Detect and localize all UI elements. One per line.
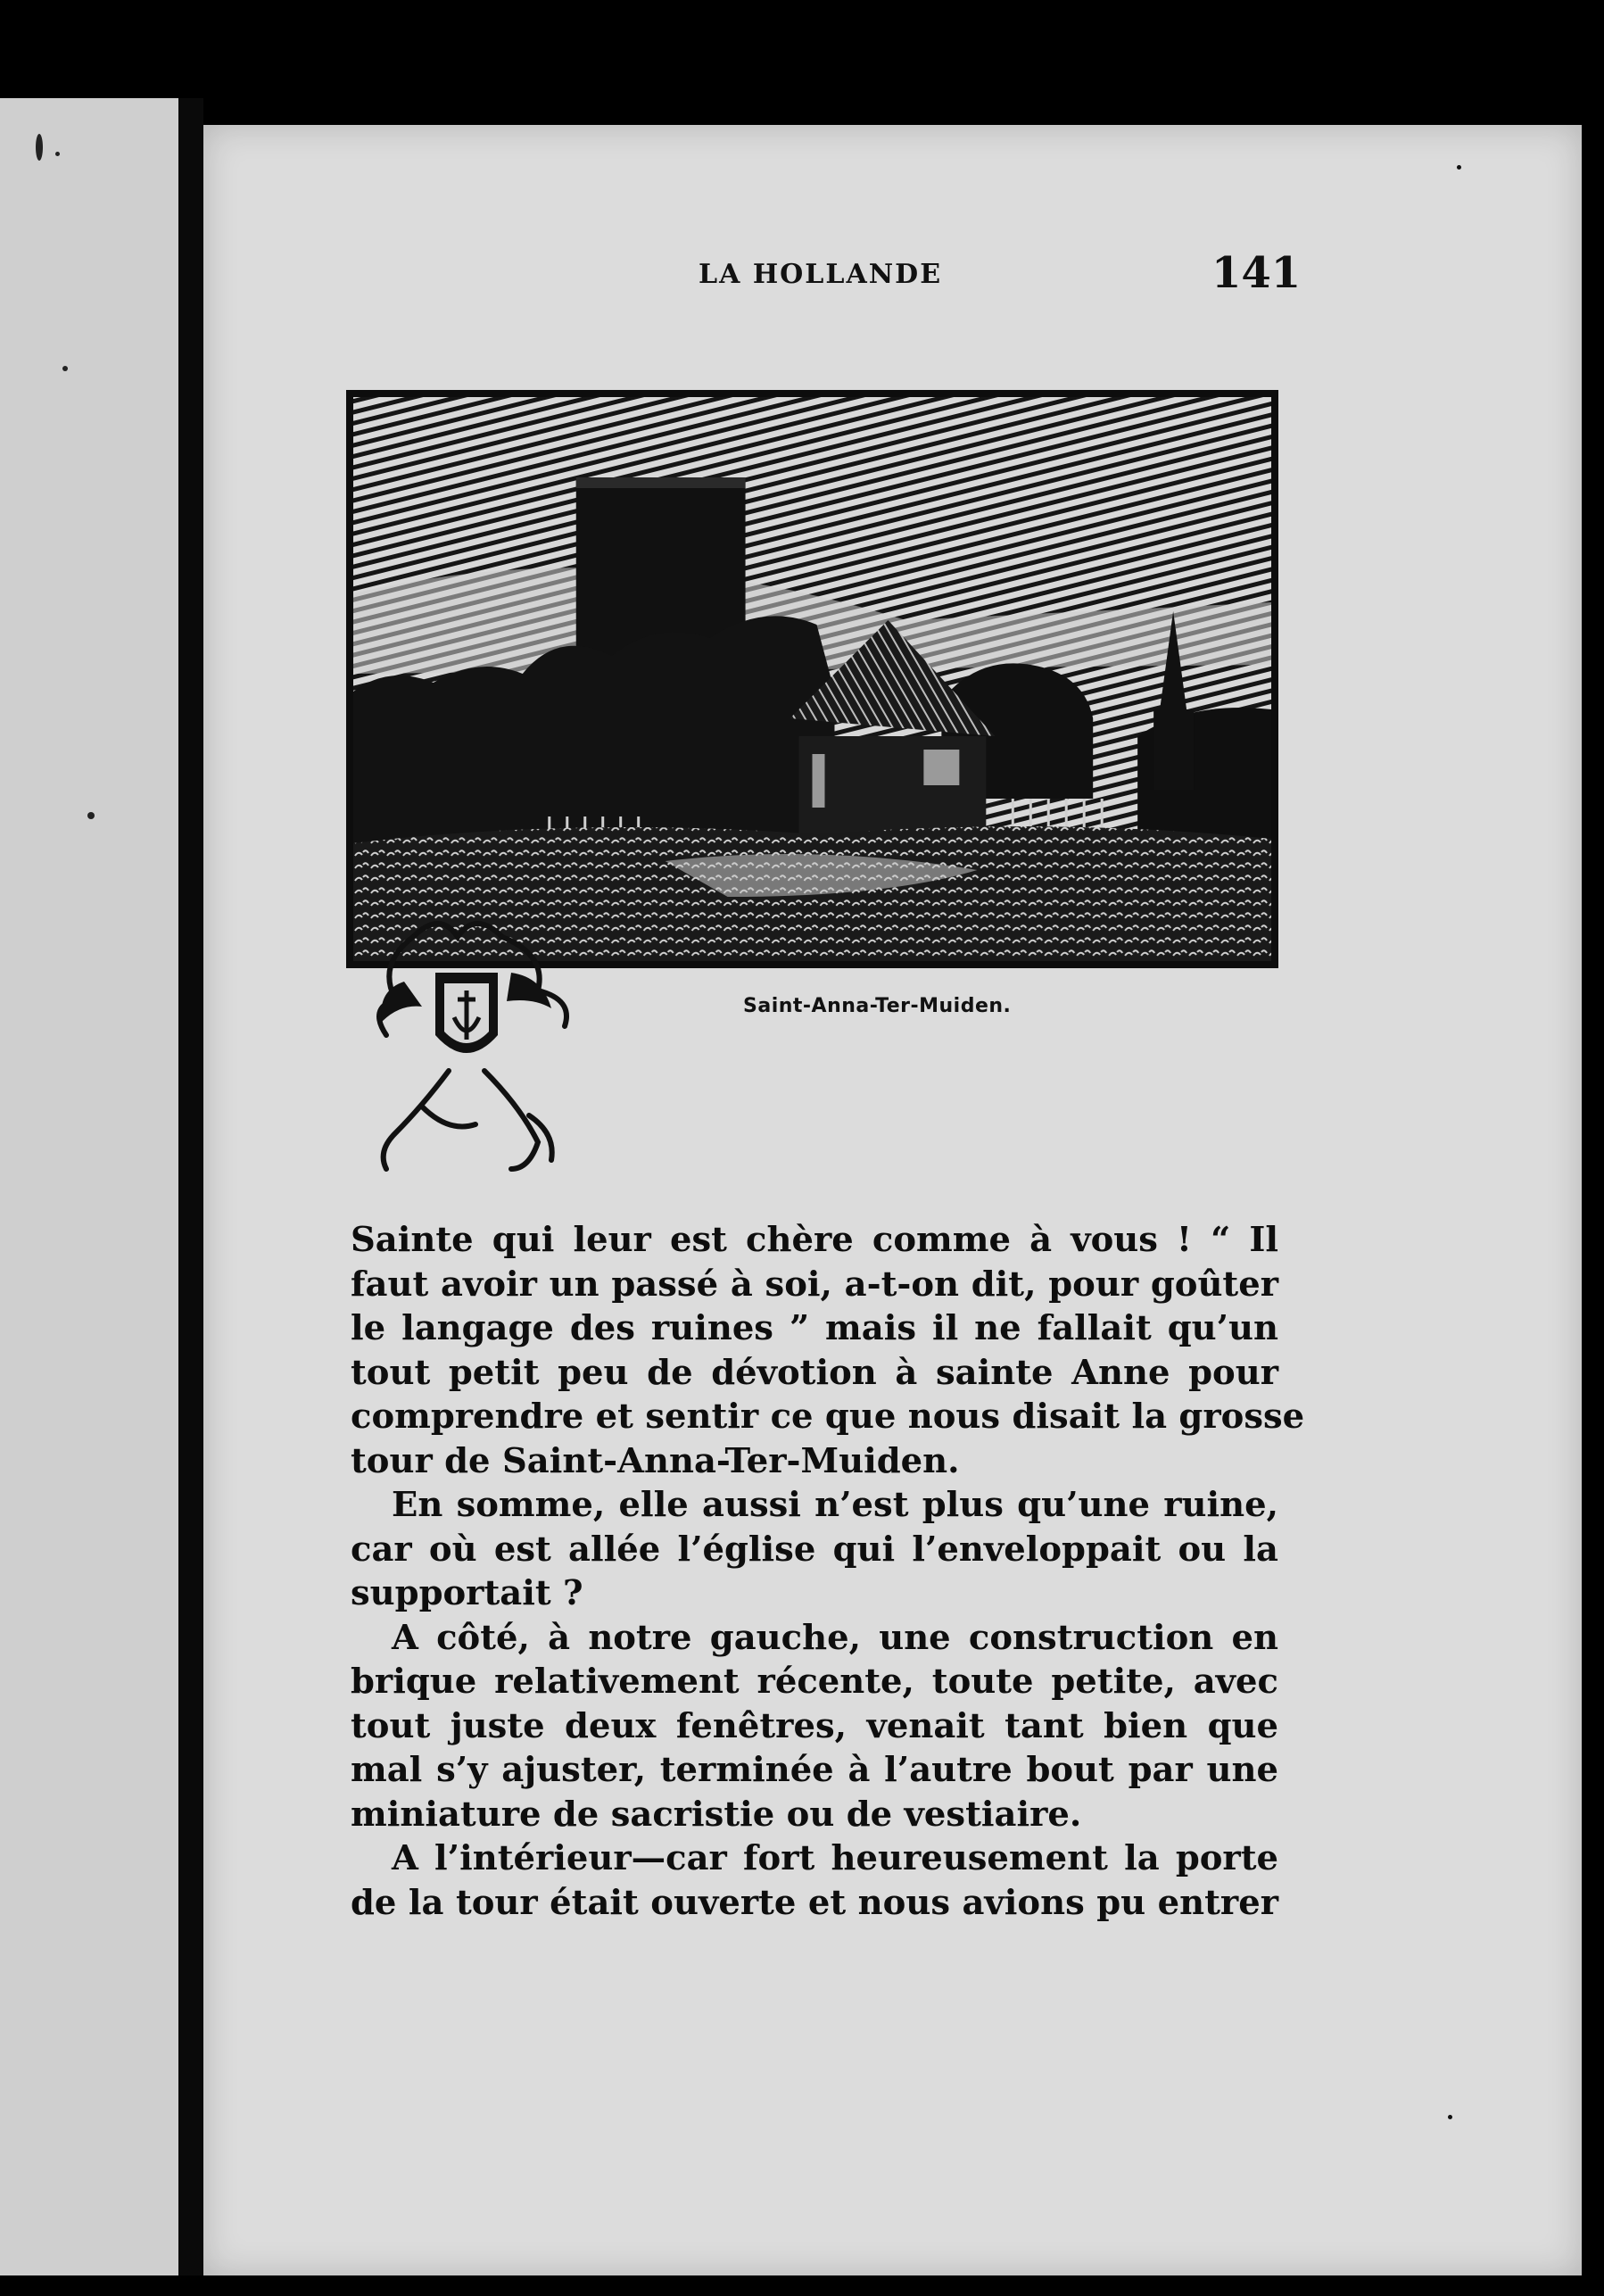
text-line: supportait ? bbox=[351, 1573, 583, 1613]
text-line: de la tour était ouverte et nous avions pu entrer bbox=[351, 1882, 1278, 1923]
text-line: miniature de sacristie ou de vestiaire. bbox=[351, 1794, 1082, 1835]
text-line: faut avoir un passé à soi, a-t-on dit, pour goûter bbox=[351, 1264, 1278, 1305]
text-line: le langage des ruines ” mais il ne fallait qu’un bbox=[351, 1308, 1278, 1348]
woodcut-illustration bbox=[346, 390, 1278, 968]
text-line: brique relativement récente, toute petite, avec bbox=[351, 1662, 1278, 1702]
text-line: tout juste deux fenêtres, venait tant bien que bbox=[351, 1705, 1278, 1746]
running-head-title: LA HOLLANDE bbox=[699, 259, 943, 290]
text-line: car où est allée l’église qui l’enveloppait ou la bbox=[351, 1529, 1278, 1570]
book-page bbox=[203, 125, 1582, 2275]
paragraph bbox=[351, 1483, 1278, 1616]
text-line: Sainte qui leur est chère comme à vous ! “ Il bbox=[351, 1220, 1278, 1260]
figure-caption: Saint-Anna-Ter-Muiden. bbox=[743, 995, 1012, 1017]
text-line: tout petit peu de dévotion à sainte Anne pour bbox=[351, 1352, 1278, 1393]
page-number: 141 bbox=[1211, 248, 1302, 298]
heraldic-crest-image bbox=[360, 901, 591, 1187]
body-text bbox=[351, 1218, 1305, 1925]
paragraph bbox=[351, 1836, 1278, 1925]
speck bbox=[1457, 165, 1461, 170]
text-line: tour de Saint-Anna-Ter-Muiden. bbox=[351, 1440, 960, 1481]
paragraph bbox=[351, 1218, 1305, 1483]
paragraph bbox=[351, 1616, 1278, 1837]
text-line: A l’intérieur—car fort heureusement la porte bbox=[392, 1838, 1278, 1878]
text-line: A côté, à notre gauche, une construction en bbox=[392, 1617, 1278, 1658]
speck bbox=[1448, 2115, 1452, 2119]
text-line: mal s’y ajuster, terminée à l’autre bout par une bbox=[351, 1750, 1278, 1790]
text-line: comprendre et sentir ce que nous disait la grosse bbox=[351, 1397, 1305, 1437]
text-line: En somme, elle aussi n’est plus qu’une ruine, bbox=[392, 1485, 1278, 1525]
page-gutter bbox=[178, 98, 203, 2275]
woodcut-landscape-image bbox=[353, 397, 1271, 961]
facing-page-margin bbox=[0, 98, 178, 2275]
